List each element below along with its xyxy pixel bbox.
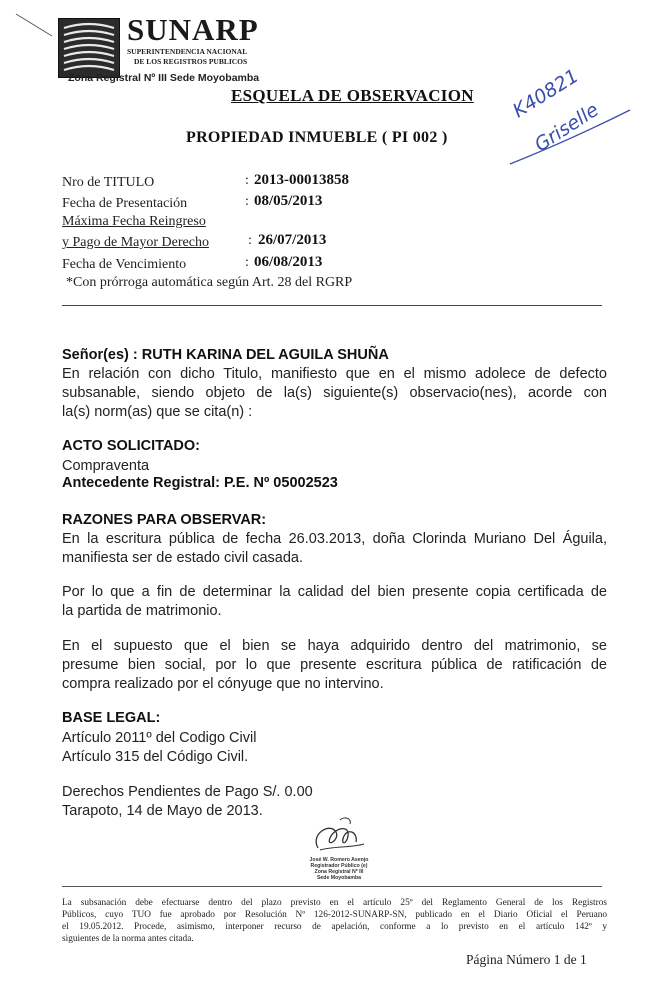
razon-1-line-1: En la escritura pública de fecha 26.03.2013, doña Clorinda Muriano Del Águila, [62, 531, 607, 547]
vencimiento-label: Fecha de Vencimiento [62, 257, 187, 272]
acto-value: Compraventa [62, 458, 150, 474]
footer-line-2: Públicos, cuyo TUO fue aprobado por Resolución Nº 126-2012-SUNARP-SN, publicado en el Diario Oficial el Peruano [62, 910, 607, 920]
vencimiento-colon: : [245, 255, 249, 270]
footer-line-1: La subsanación debe efectuarse dentro del plazo previsto en el artículo 25º del Reglamento General de los Registros [62, 898, 607, 908]
titulo-label: Nro de TITULO [62, 175, 155, 190]
razon-3-line-2: presume bien social, por lo que presente escritura pública de ratificación de [62, 657, 607, 673]
vencimiento-value: 06/08/2013 [254, 254, 323, 270]
titulo-colon: : [245, 173, 249, 188]
derechos-pendientes: Derechos Pendientes de Pago S/. 0.00 [62, 784, 313, 800]
reingreso-label-2: y Pago de Mayor Derecho [62, 235, 209, 250]
razon-2-line-1: Por lo que a fin de determinar la calidad del bien presente copia certificada de [62, 584, 607, 600]
reingreso-value: 26/07/2013 [258, 232, 327, 248]
handwritten-name: Griselle [530, 98, 603, 157]
signature-mark [300, 814, 380, 860]
presentacion-label: Fecha de Presentación [62, 196, 188, 211]
razones-heading: RAZONES PARA OBSERVAR: [62, 512, 267, 528]
pen-stroke-mark [14, 10, 54, 40]
razon-2-line-2: la partida de matrimonio. [62, 603, 222, 619]
presentacion-value: 08/05/2013 [254, 193, 323, 209]
base-legal-item-2: Artículo 315 del Código Civil. [62, 749, 249, 765]
prorroga-note: *Con prórroga automática según Art. 28 del RGRP [66, 275, 353, 290]
addressee: Señor(es) : RUTH KARINA DEL AGUILA SHUÑA [62, 347, 389, 363]
divider-top [62, 305, 602, 306]
signer-zone: Zona Registral Nº III [314, 869, 364, 875]
brand-name: SUNARP [127, 12, 259, 47]
intro-line-1: En relación con dicho Titulo, manifiesto que en el mismo adolece de defecto [62, 366, 607, 382]
titulo-value: 2013-00013858 [254, 172, 349, 188]
document-subtitle: PROPIEDAD INMUEBLE ( PI 002 ) [186, 129, 448, 146]
brand-subtitle-line2: DE LOS REGISTROS PUBLICOS [134, 57, 248, 66]
signer-role: Registrador Público (e) [310, 863, 368, 869]
place-date: Tarapoto, 14 de Mayo de 2013. [62, 803, 263, 819]
zone-label: Zona Registral Nº III Sede Moyobamba [68, 72, 260, 84]
handwritten-note [500, 40, 672, 180]
brand-subtitle-line1: SUPERINTENDENCIA NACIONAL [127, 47, 248, 56]
footer-line-4: siguientes de la norma antes citada. [62, 934, 194, 944]
intro-line-3: la(s) norm(as) que se cita(n) : [62, 404, 253, 420]
signer-seat: Sede Moyobamba [316, 875, 362, 881]
handwritten-code: K40821 [508, 64, 583, 123]
reingreso-label-1: Máxima Fecha Reingreso [62, 214, 206, 229]
razon-1-line-2: manifiesta ser de estado civil casada. [62, 550, 303, 566]
base-legal-heading: BASE LEGAL: [62, 710, 161, 726]
acto-heading: ACTO SOLICITADO: [62, 438, 201, 454]
sunarp-logo [58, 18, 120, 78]
razon-3-line-1: En el supuesto que el bien se haya adquirido dentro del matrimonio, se [62, 638, 607, 654]
base-legal-item-1: Artículo 2011º del Codigo Civil [62, 730, 257, 746]
page-number: Página Número 1 de 1 [466, 952, 587, 967]
document-title: ESQUELA DE OBSERVACION [231, 86, 474, 105]
intro-line-2: subsanable, siendo objeto de la(s) siguiente(s) observacio(nes), acorde con [62, 385, 607, 401]
reingreso-colon: : [248, 233, 252, 248]
presentacion-colon: : [245, 194, 249, 209]
razon-3-line-3: compra realizado por el cónyuge que no intervino. [62, 676, 384, 692]
footer-line-3: el 19.05.2012. Procede, asimismo, interponer recurso de apelación, conforme a lo previsto en el artículo 142º y [62, 922, 607, 932]
antecedente-registral: Antecedente Registral: P.E. Nº 05002523 [62, 475, 338, 491]
signer-name: José W. Romero Asenjo [309, 857, 369, 863]
divider-bottom [62, 886, 602, 887]
